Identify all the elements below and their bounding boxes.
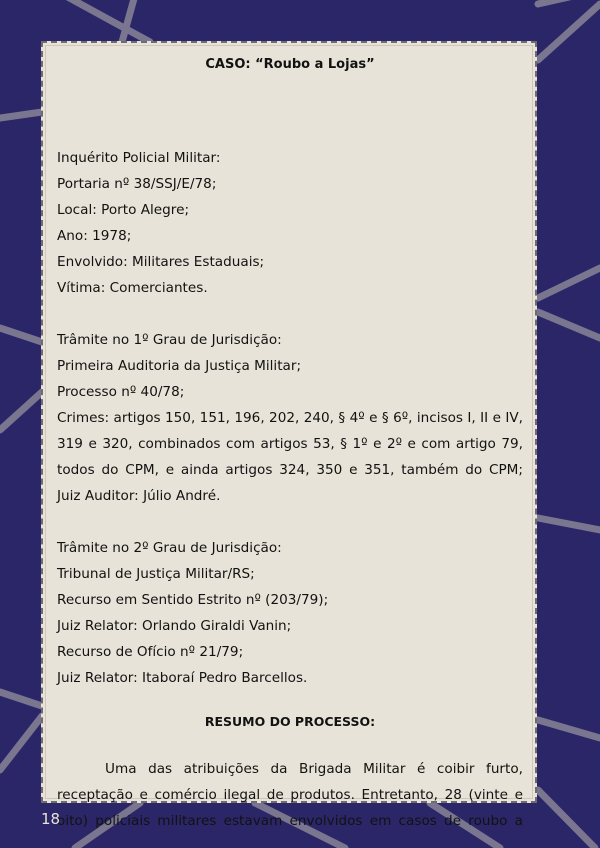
summary-line-3: oito) policiais militares estavam envolvidos em casos de roubo a [57, 813, 523, 829]
second-court: Tribunal de Justiça Militar/RS; [57, 566, 255, 582]
crimes-line-1: Crimes: artigos 150, 151, 196, 202, 240, § 4º e § 6º, incisos I, II e IV, [57, 410, 523, 426]
involved: Envolvido: Militares Estaduais; [57, 254, 265, 270]
page-number: 18 [41, 810, 61, 828]
summary-title: RESUMO DO PROCESSO: [204, 714, 376, 729]
first-instance-title: Trâmite no 1º Grau de Jurisdição: [57, 332, 282, 348]
summary-line-1: Uma das atribuições da Brigada Militar é coibir furto, [105, 761, 523, 777]
process-number: Processo nº 40/78; [57, 384, 185, 400]
official-appeal: Recurso de Ofício nº 21/79; [57, 644, 244, 660]
ordinance: Portaria nº 38/SSJ/E/78; [57, 176, 217, 192]
crimes-line-3: todos do CPM, e ainda artigos 324, 350 e 351, também do CPM; [57, 462, 523, 478]
case-title: CASO: “Roubo a Lojas” [205, 57, 375, 72]
inquiry-title: Inquérito Policial Militar: [57, 150, 221, 166]
rapporteur-judge-1: Juiz Relator: Orlando Giraldi Vanin; [57, 618, 292, 634]
judge-auditor: Juiz Auditor: Júlio André. [57, 488, 221, 504]
second-instance-title: Trâmite no 2º Grau de Jurisdição: [57, 540, 282, 556]
year: Ano: 1978; [57, 228, 132, 244]
crimes-line-2: 319 e 320, combinados com artigos 53, § 1º e 2º e com artigo 79, [57, 436, 523, 452]
first-court: Primeira Auditoria da Justiça Militar; [57, 358, 302, 374]
victim: Vítima: Comerciantes. [57, 280, 208, 296]
rapporteur-judge-2: Juiz Relator: Itaboraí Pedro Barcellos. [57, 670, 308, 686]
appeal: Recurso em Sentido Estrito nº (203/79); [57, 592, 329, 608]
location: Local: Porto Alegre; [57, 202, 190, 218]
summary-line-2: receptação e comércio ilegal de produtos. Entretanto, 28 (vinte e [57, 787, 523, 803]
